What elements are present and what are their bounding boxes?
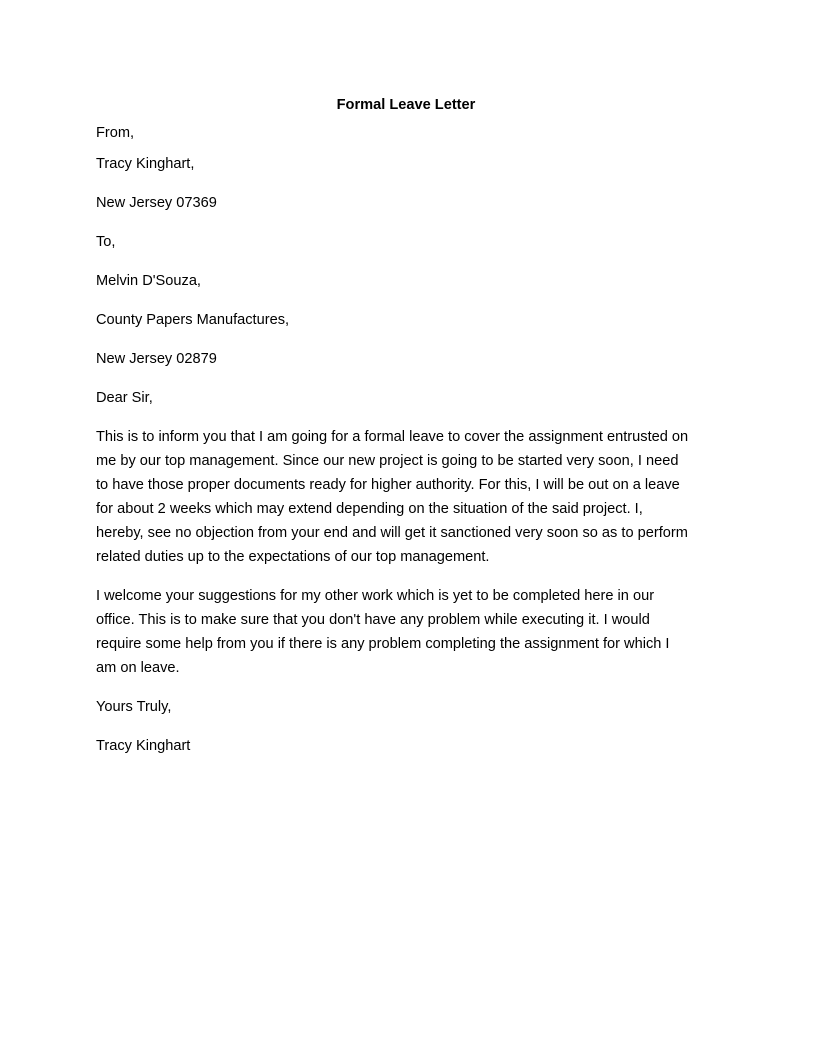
sender-address: New Jersey 07369 bbox=[96, 195, 217, 211]
from-label: From, bbox=[96, 125, 135, 141]
salutation: Dear Sir, bbox=[96, 390, 153, 406]
closing: Yours Truly, bbox=[96, 699, 172, 715]
paragraph-line: to have those proper documents ready for higher authority. For this, I will be out on a leave bbox=[96, 477, 680, 493]
recipient-name: Melvin D'Souza, bbox=[96, 273, 201, 289]
paragraph-line: hereby, see no objection from your end and will get it sanctioned very soon so as to perform bbox=[96, 525, 688, 541]
paragraph-line: am on leave. bbox=[96, 660, 180, 676]
paragraph-line: me by our top management. Since our new project is going to be started very soon, I need bbox=[96, 453, 679, 469]
body-paragraph-2 bbox=[96, 584, 669, 680]
paragraph-line: for about 2 weeks which may extend depending on the situation of the said project. I, bbox=[96, 501, 643, 517]
sender-name: Tracy Kinghart, bbox=[96, 156, 195, 172]
letter-title: Formal Leave Letter bbox=[336, 97, 476, 113]
recipient-address: New Jersey 02879 bbox=[96, 351, 217, 367]
paragraph-line: I welcome your suggestions for my other work which is yet to be completed here in our bbox=[96, 588, 655, 604]
paragraph-line: This is to inform you that I am going for a formal leave to cover the assignment entrusted on bbox=[96, 429, 689, 445]
body-paragraph-1 bbox=[96, 425, 688, 569]
signature-name: Tracy Kinghart bbox=[96, 738, 191, 754]
paragraph-line: office. This is to make sure that you don't have any problem while executing it. I would bbox=[96, 612, 650, 628]
paragraph-line: related duties up to the expectations of our top management. bbox=[96, 549, 490, 565]
recipient-company: County Papers Manufactures, bbox=[96, 312, 290, 328]
to-label: To, bbox=[96, 234, 116, 250]
paragraph-line: require some help from you if there is any problem completing the assignment for which I bbox=[96, 636, 670, 652]
